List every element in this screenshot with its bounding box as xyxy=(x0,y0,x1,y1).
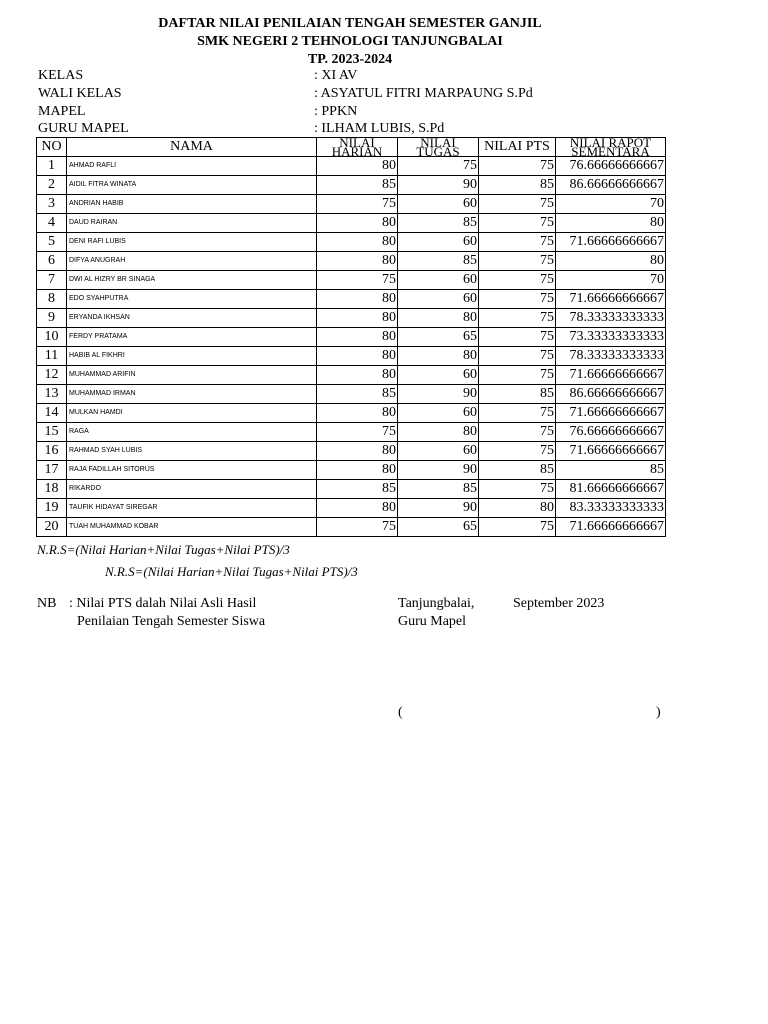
cell-no: 5 xyxy=(37,233,67,252)
cell-nilai-tugas: 90 xyxy=(398,461,479,480)
cell-nilai-tugas: 65 xyxy=(398,328,479,347)
table-row xyxy=(37,347,666,366)
cell-no: 18 xyxy=(37,480,67,499)
cell-nilai-harian: 80 xyxy=(317,366,398,385)
cell-no: 7 xyxy=(37,271,67,290)
info-label: MAPEL xyxy=(38,104,86,119)
cell-no: 16 xyxy=(37,442,67,461)
cell-nilai-pts: 85 xyxy=(479,385,556,404)
formula-nrs: N.R.S=(Nilai Harian+Nilai Tugas+Nilai PTS)/3 xyxy=(37,542,290,557)
cell-nilai-rapot: 80 xyxy=(556,214,666,233)
cell-nilai-rapot: 80 xyxy=(556,252,666,271)
cell-nilai-harian: 80 xyxy=(317,347,398,366)
cell-nilai-rapot: 73.33333333333 xyxy=(556,328,666,347)
cell-nilai-harian: 85 xyxy=(317,480,398,499)
cell-nama: MULKAN HAMDI xyxy=(67,404,317,423)
cell-no: 8 xyxy=(37,290,67,309)
table-row xyxy=(37,157,666,176)
table-row xyxy=(37,518,666,537)
cell-no: 3 xyxy=(37,195,67,214)
cell-nilai-rapot: 71.66666666667 xyxy=(556,233,666,252)
header-nilai-harian: NILAI HARIAN xyxy=(317,138,398,157)
cell-nilai-tugas: 75 xyxy=(398,157,479,176)
cell-no: 19 xyxy=(37,499,67,518)
cell-nilai-pts: 75 xyxy=(479,252,556,271)
cell-no: 13 xyxy=(37,385,67,404)
cell-nilai-harian: 75 xyxy=(317,423,398,442)
cell-nilai-pts: 75 xyxy=(479,328,556,347)
info-label: GURU MAPEL xyxy=(38,121,129,136)
cell-nilai-pts: 75 xyxy=(479,442,556,461)
table-row xyxy=(37,328,666,347)
table-row xyxy=(37,214,666,233)
cell-nilai-pts: 75 xyxy=(479,404,556,423)
cell-nilai-pts: 75 xyxy=(479,195,556,214)
table-row xyxy=(37,366,666,385)
cell-nilai-tugas: 60 xyxy=(398,404,479,423)
cell-no: 2 xyxy=(37,176,67,195)
cell-nilai-rapot: 76.66666666667 xyxy=(556,423,666,442)
cell-nama: AIDIL FITRA WINATA xyxy=(67,176,317,195)
cell-nama: RIKARDO xyxy=(67,480,317,499)
cell-nilai-tugas: 80 xyxy=(398,309,479,328)
cell-no: 17 xyxy=(37,461,67,480)
cell-nilai-pts: 75 xyxy=(479,347,556,366)
cell-nilai-rapot: 71.66666666667 xyxy=(556,442,666,461)
cell-nilai-pts: 75 xyxy=(479,309,556,328)
cell-nilai-pts: 85 xyxy=(479,461,556,480)
cell-nilai-harian: 80 xyxy=(317,233,398,252)
table-row xyxy=(37,480,666,499)
table-row xyxy=(37,423,666,442)
cell-nilai-harian: 80 xyxy=(317,442,398,461)
cell-nama: DWI AL HIZRY BR SINAGA xyxy=(67,271,317,290)
signature-paren-close: ) xyxy=(656,705,661,720)
cell-nilai-rapot: 86.66666666667 xyxy=(556,176,666,195)
doc-title-line3: TP. 2023-2024 xyxy=(307,52,393,67)
cell-no: 10 xyxy=(37,328,67,347)
cell-nilai-pts: 75 xyxy=(479,271,556,290)
cell-nilai-rapot: 71.66666666667 xyxy=(556,518,666,537)
sign-date: September 2023 xyxy=(513,596,605,611)
cell-nama: FERDY PRATAMA xyxy=(67,328,317,347)
table-row xyxy=(37,499,666,518)
cell-nilai-pts: 75 xyxy=(479,233,556,252)
cell-nilai-harian: 80 xyxy=(317,404,398,423)
cell-no: 1 xyxy=(37,157,67,176)
header-nama: NAMA xyxy=(67,138,317,157)
cell-nilai-pts: 75 xyxy=(479,480,556,499)
cell-nilai-pts: 80 xyxy=(479,499,556,518)
info-label: KELAS xyxy=(38,68,84,83)
cell-nama: ANDRIAN HABIB xyxy=(67,195,317,214)
cell-nilai-rapot: 81.66666666667 xyxy=(556,480,666,499)
info-kelas xyxy=(38,68,357,84)
nb-line1: : Nilai PTS dalah Nilai Asli Hasil xyxy=(69,596,257,611)
doc-title-line2: SMK NEGERI 2 TEHNOLOGI TANJUNGBALAI xyxy=(197,34,503,49)
table-row xyxy=(37,309,666,328)
nb-label: NB xyxy=(37,596,57,611)
cell-nama: MUHAMMAD ARIFIN xyxy=(67,366,317,385)
cell-nilai-rapot: 71.66666666667 xyxy=(556,366,666,385)
cell-nilai-harian: 80 xyxy=(317,328,398,347)
header-nilai-tugas: NILAI TUGAS xyxy=(398,138,479,157)
cell-nilai-harian: 85 xyxy=(317,385,398,404)
cell-nilai-pts: 75 xyxy=(479,290,556,309)
info-mapel xyxy=(38,104,357,120)
cell-no: 14 xyxy=(37,404,67,423)
table-row xyxy=(37,442,666,461)
info-label: WALI KELAS xyxy=(38,86,122,101)
cell-nilai-harian: 80 xyxy=(317,290,398,309)
cell-nilai-harian: 75 xyxy=(317,195,398,214)
cell-no: 20 xyxy=(37,518,67,537)
cell-nilai-harian: 80 xyxy=(317,309,398,328)
table-header-row xyxy=(37,138,666,157)
cell-nilai-tugas: 60 xyxy=(398,442,479,461)
cell-nilai-rapot: 76.66666666667 xyxy=(556,157,666,176)
cell-nama: DAUD RAIRAN xyxy=(67,214,317,233)
cell-nilai-rapot: 86.66666666667 xyxy=(556,385,666,404)
cell-nilai-tugas: 65 xyxy=(398,518,479,537)
cell-nilai-pts: 85 xyxy=(479,176,556,195)
nb-line2: Penilaian Tengah Semester Siswa xyxy=(77,614,266,629)
cell-nilai-rapot: 78.33333333333 xyxy=(556,309,666,328)
cell-nama: AHMAD RAFLI xyxy=(67,157,317,176)
cell-nilai-harian: 80 xyxy=(317,461,398,480)
cell-nilai-tugas: 85 xyxy=(398,214,479,233)
cell-nilai-rapot: 70 xyxy=(556,195,666,214)
table-row xyxy=(37,290,666,309)
table-row xyxy=(37,404,666,423)
table-row xyxy=(37,252,666,271)
table-row xyxy=(37,461,666,480)
header-nilai-pts: NILAI PTS xyxy=(479,138,556,157)
info-value: : XI AV xyxy=(314,68,358,83)
cell-nama: TUAH MUHAMMAD KOBAR xyxy=(67,518,317,537)
cell-nilai-harian: 80 xyxy=(317,214,398,233)
cell-nilai-tugas: 90 xyxy=(398,176,479,195)
cell-no: 12 xyxy=(37,366,67,385)
table-row xyxy=(37,271,666,290)
cell-nilai-pts: 75 xyxy=(479,423,556,442)
doc-title-line1: DAFTAR NILAI PENILAIAN TENGAH SEMESTER GANJIL xyxy=(158,16,542,31)
sign-place: Tanjungbalai, xyxy=(398,596,475,611)
cell-nilai-tugas: 60 xyxy=(398,290,479,309)
cell-no: 15 xyxy=(37,423,67,442)
info-wali-kelas xyxy=(38,86,533,102)
cell-nilai-pts: 75 xyxy=(479,157,556,176)
cell-nilai-tugas: 80 xyxy=(398,347,479,366)
cell-nilai-harian: 85 xyxy=(317,176,398,195)
cell-nilai-rapot: 83.33333333333 xyxy=(556,499,666,518)
cell-nama: DIFYA ANUGRAH xyxy=(67,252,317,271)
table-row xyxy=(37,195,666,214)
cell-nama: TAUFIK HIDAYAT SIREGAR xyxy=(67,499,317,518)
cell-no: 4 xyxy=(37,214,67,233)
cell-nilai-rapot: 78.33333333333 xyxy=(556,347,666,366)
cell-nilai-harian: 80 xyxy=(317,252,398,271)
cell-nilai-tugas: 85 xyxy=(398,252,479,271)
cell-nilai-tugas: 60 xyxy=(398,271,479,290)
cell-nama: HABIB AL FIKHRI xyxy=(67,347,317,366)
table-row xyxy=(37,233,666,252)
cell-nilai-pts: 75 xyxy=(479,518,556,537)
cell-no: 6 xyxy=(37,252,67,271)
cell-nama: DENI RAFI LUBIS xyxy=(67,233,317,252)
cell-no: 9 xyxy=(37,309,67,328)
info-value: : ASYATUL FITRI MARPAUNG S.Pd xyxy=(314,86,533,101)
info-guru-mapel xyxy=(38,121,444,137)
info-value: : PPKN xyxy=(314,104,358,119)
cell-nilai-harian: 80 xyxy=(317,499,398,518)
info-value: : ILHAM LUBIS, S.Pd xyxy=(314,121,445,136)
cell-nilai-rapot: 71.66666666667 xyxy=(556,404,666,423)
cell-nilai-rapot: 70 xyxy=(556,271,666,290)
cell-nilai-pts: 75 xyxy=(479,366,556,385)
cell-nilai-tugas: 80 xyxy=(398,423,479,442)
cell-nilai-tugas: 90 xyxy=(398,385,479,404)
table-row xyxy=(37,176,666,195)
cell-nilai-rapot: 71.66666666667 xyxy=(556,290,666,309)
signature-paren-open: ( xyxy=(398,705,403,720)
formula-nrs-copy: N.R.S=(Nilai Harian+Nilai Tugas+Nilai PTS)/3 xyxy=(105,564,358,579)
cell-nilai-tugas: 85 xyxy=(398,480,479,499)
cell-nama: RAHMAD SYAH LUBIS xyxy=(67,442,317,461)
cell-nama: RAGA xyxy=(67,423,317,442)
cell-no: 11 xyxy=(37,347,67,366)
cell-nilai-harian: 80 xyxy=(317,157,398,176)
sign-role: Guru Mapel xyxy=(398,614,467,629)
cell-nilai-rapot: 85 xyxy=(556,461,666,480)
cell-nama: RAJA FADILLAH SITORUS xyxy=(67,461,317,480)
cell-nilai-tugas: 60 xyxy=(398,366,479,385)
header-no: NO xyxy=(37,138,67,157)
cell-nilai-pts: 75 xyxy=(479,214,556,233)
cell-nilai-tugas: 60 xyxy=(398,195,479,214)
table-row xyxy=(37,385,666,404)
cell-nama: MUHAMMAD IRMAN xyxy=(67,385,317,404)
grades-table xyxy=(36,137,666,537)
cell-nama: EDO SYAHPUTRA xyxy=(67,290,317,309)
cell-nilai-harian: 75 xyxy=(317,518,398,537)
cell-nilai-tugas: 60 xyxy=(398,233,479,252)
cell-nilai-harian: 75 xyxy=(317,271,398,290)
cell-nilai-tugas: 90 xyxy=(398,499,479,518)
cell-nama: ERYANDA IKHSAN xyxy=(67,309,317,328)
header-nilai-rapot: NILAI RAPOT SEMENTARA xyxy=(556,138,666,157)
